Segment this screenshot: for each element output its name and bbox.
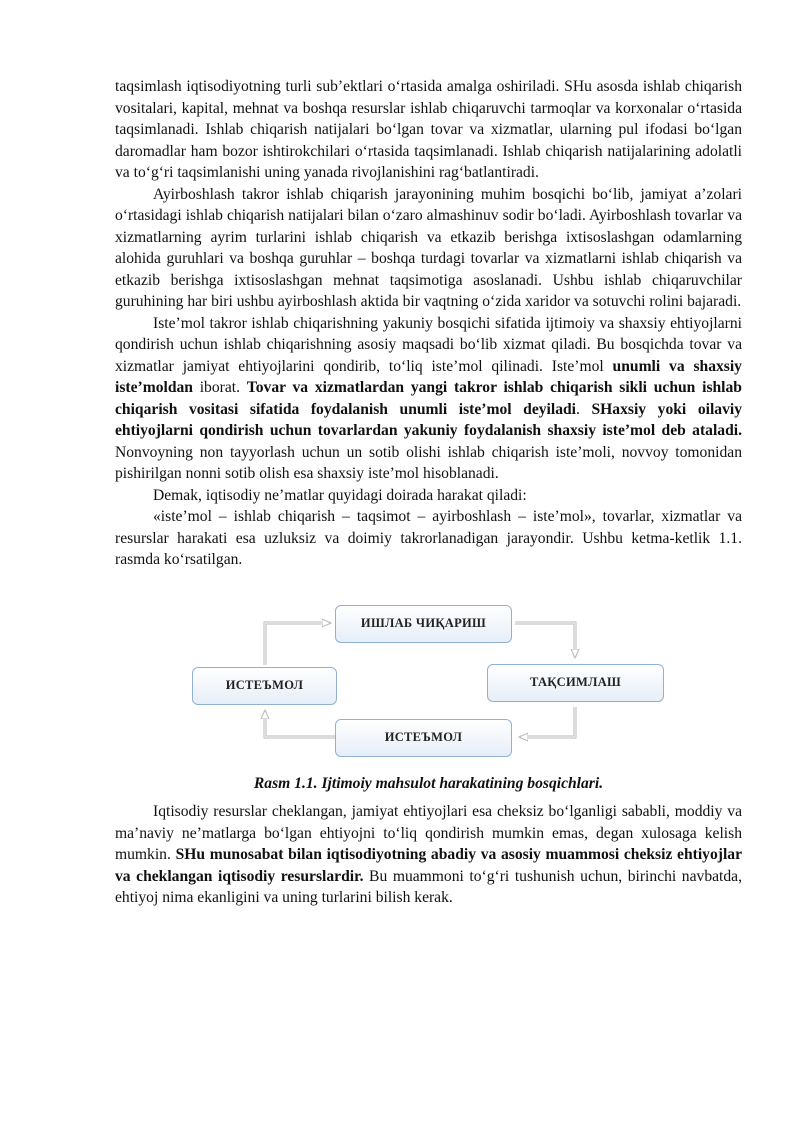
paragraph-resources-problem xyxy=(115,801,742,909)
box-distribution: ТАҚСИМЛАШ xyxy=(487,664,664,702)
text-run: iborat. xyxy=(192,379,247,396)
text-run: Iste’mol takror ishlab chiqarishning yakuniy bosqichi sifatida ijtimoiy va shaxsiy ehtiyojlarni qondirish uchun ishlab chiqarishning asosiy maqsadi bo‘lib xizmat qiladi. Bu bosqichda tovar va xizmatlar jamiyat ehtiyojlarini qondirib, to‘liq iste’mol qilinadi. Iste’mol xyxy=(115,314,742,375)
text-run: Bu muammoni to‘g‘ri tushunish uchun, birinchi navbatda, ehtiyoj nima ekanligini va uning turlarini bilish kerak. xyxy=(115,867,742,906)
box-consumption-left: ИСТЕЪМОЛ xyxy=(192,667,337,705)
arrow-top-to-right xyxy=(515,623,575,657)
bold-text: unumli va shaxsiy iste’moldan xyxy=(115,357,742,396)
box-consumption-bottom: ИСТЕЪМОЛ xyxy=(335,719,512,757)
bold-definition-productive: Tovar va xizmatlardan yangi takror ishlab chiqarish sikli uchun ishlab chiqarish vositasi sifatida foydalanish unumli iste’mol deyiladi xyxy=(115,379,742,418)
arrow-right-to-bottom xyxy=(520,707,575,737)
document-page xyxy=(115,76,742,909)
text-run: Iqtisodiy resurslar cheklangan, jamiyat ehtiyojlari esa cheksiz bo‘lganligi sababli, moddiy va ma’naviy ne’matlarga bo‘lgan ehtiyojni to‘liq qondirish mumkin emas, degan xulosaga kelish mumkin. xyxy=(115,803,742,863)
bold-definition-personal: SHaxsiy yoki oilaviy ehtiyojlarni qondirish uchun tovarlardan yakuniy foydalanish shaxsiy iste’mol deb ataladi. xyxy=(115,400,743,439)
figure-caption: Rasm 1.1. Ijtimoiy mahsulot harakatining bosqichlari. xyxy=(253,774,604,792)
paragraph-distribution: taqsimlash iqtisodiyotning turli sub’ektlari o‘rtasida amalga oshiriladi. SHu asosda ishlab chiqarish vositalari, kapital, mehnat va boshqa resurslar ishlab chiqaruvchi tarmoqlar va korxonalar o‘rtasida taqsimlanadi. Ishlab chiqarish natijalari bo‘lgan tovar va xizmatlar, ularning pul ifodasi bo‘lgan daromadlar ham bozor ishtirokchilari o‘rtasida taqsimlanadi. Ishlab chiqarish natijalarining adolatli va to‘g‘ri taqsimlanishi uning yanada rivojlanishini rag‘batlantiradi. xyxy=(115,78,742,181)
arrow-left-to-top xyxy=(265,623,330,665)
text-run: . xyxy=(576,400,592,418)
box-production: ИШЛАБ ЧИҚАРИШ xyxy=(335,605,512,643)
paragraph-cycle-sequence: «iste’mol – ishlab chiqarish – taqsimot – ayirboshlash – iste’mol», tovarlar, xizmatlar va resurslar harakati esa uzluksiz va doimiy takrorlanadigan jarayondir. Ushbu ketma-ketlik 1.1. rasmda ko‘rsatilgan. xyxy=(115,508,742,568)
paragraph-goods-cycle-intro: Demak, iqtisodiy ne’matlar quyidagi doirada harakat qiladi: xyxy=(153,486,527,504)
paragraph-exchange: Ayirboshlash takror ishlab chiqarish jarayonining muhim bosqichi bo‘lib, jamiyat a’zolari o‘rtasidagi ishlab chiqarish natijalari bilan o‘zaro almashinuv sodir bo‘ladi. Ayirboshlash tovarlar va xizmatlarning ayrim turlarini ishlab chiqarish va etkazib berishga ixtisoslashgan odamlarning alohida guruhlari va boshqa guruhlar – boshqa turdagi tovarlar va xizmatlarni ishlab chiqarish va etkazib berishga ixtisoslashgan mehnat taqsimotiga asoslanadi. Ushbu ishlab chiqaruvchilar guruhining har biri ushbu ayirboshlash aktida bir vaqtning o‘zida xaridor va sotuvchi rolini bajaradi. xyxy=(115,185,742,310)
text-run: Nonvoyning non tayyorlash uchun un sotib olishi ishlab chiqarish iste’moli, novvoy tomonidan pishirilgan nonni sotib olish esa shaxsiy iste’mol hisoblanadi. xyxy=(115,443,742,482)
paragraph-consumption xyxy=(115,313,742,485)
bold-main-problem: SHu munosabat bilan iqtisodiyotning abadiy va asosiy muammosi cheksiz ehtiyojlar va cheklangan iqtisodiy resurslardir. xyxy=(115,846,743,885)
cycle-diagram xyxy=(115,597,742,767)
arrow-bottom-to-left xyxy=(265,711,335,737)
